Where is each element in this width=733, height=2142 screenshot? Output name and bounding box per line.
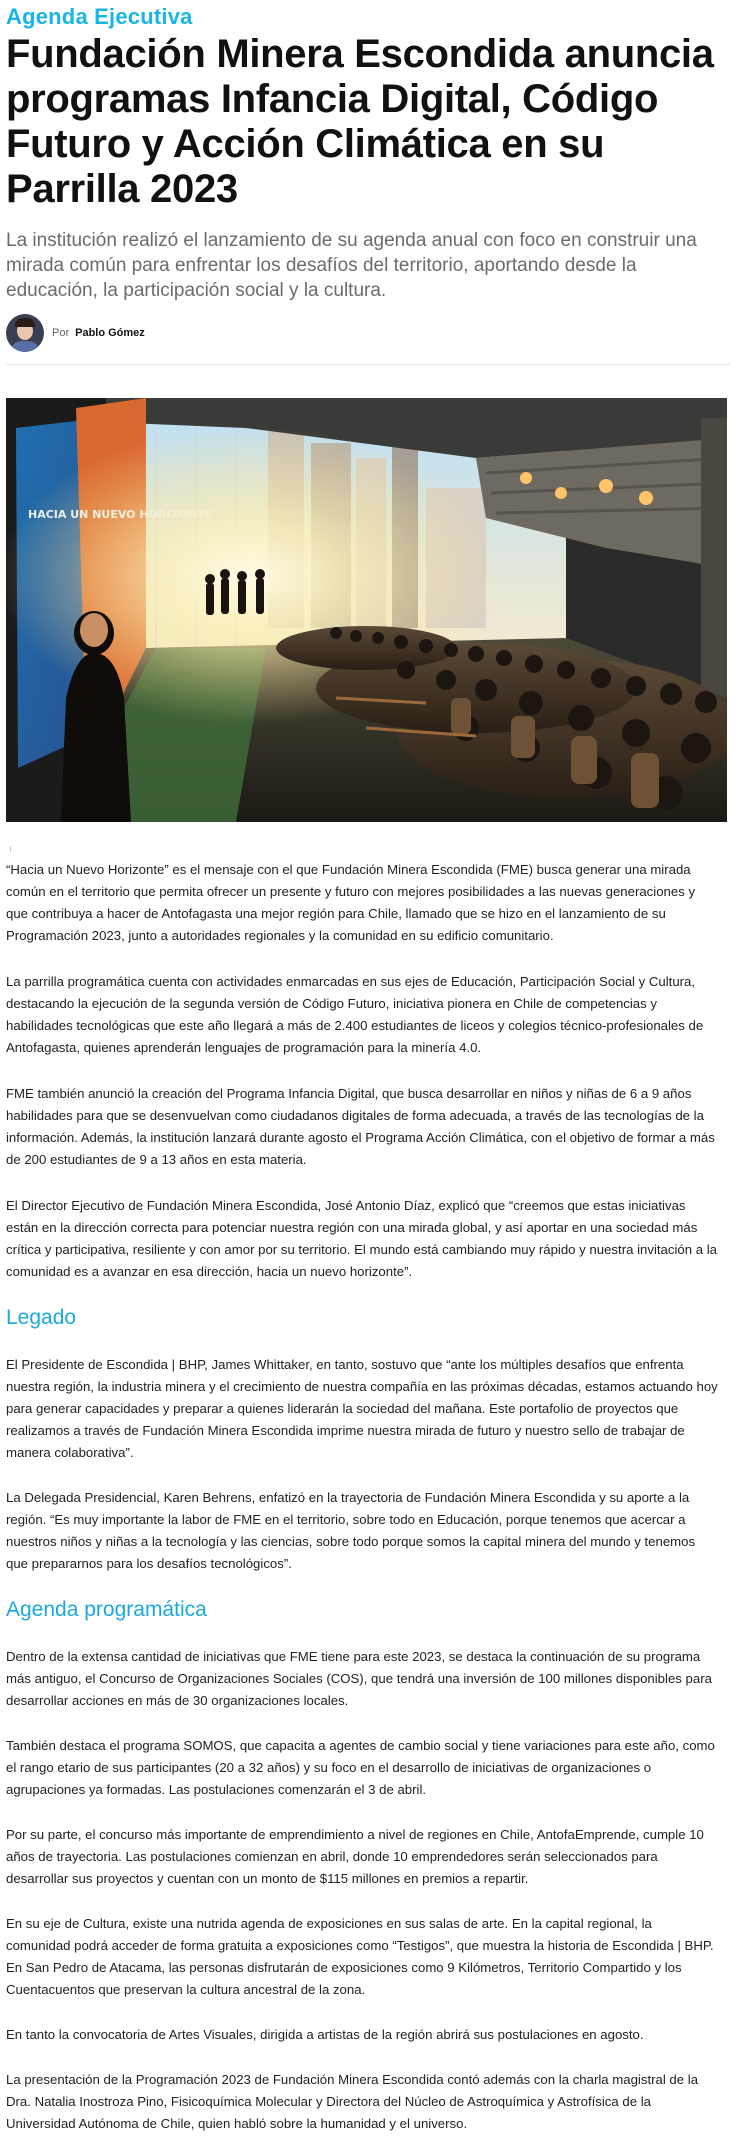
article-photo [6, 398, 727, 822]
paragraph-delegada: La Delegada Presidencial, Karen Behrens, enfatizó en la trayectoria de Fundación Minera Escondida y su aporte a la región. “Es muy importante la labor de FME en el territorio, sobre todo en Educación, porque tenemos que acercar a nuestros niños y niñas a la tecnología y las ciencias, sobre todo porque somos la capital minera del mundo y tenemos que prepararnos para los desafíos tecnológicos”. [6, 1490, 696, 1571]
paragraph-cos: Dentro de la extensa cantidad de iniciativas que FME tiene para este 2023, se destaca la continuación de su programa más antiguo, el Concurso de Organizaciones Sociales (COS), que tendrá una inversión de 100 millones disponibles para desarrollar acciones en más de 30 organizaciones locales. [6, 1649, 712, 1708]
paragraph-charla: La presentación de la Programación 2023 de Fundación Minera Escondida contó además con la charla magistral de la Dra. Natalia Inostroza Pino, Fisicoquímica Molecular y Directora del Núcleo de Astroquímica y Astrofísica de la Universidad Autónoma de Chile, quien habló sobre la humanidad y el universo. [6, 2072, 699, 2131]
author-name[interactable]: Pablo Gómez [75, 327, 145, 339]
section-kicker[interactable]: Agenda Ejecutiva [6, 4, 193, 29]
paragraph-somos: También destaca el programa SOMOS, que capacita a agentes de cambio social y tiene variaciones para este año, como el rango etario de sus participantes (20 a 32 años) y su foco en el desarrollo de iniciativas de organizaciones o agrupaciones ya formadas. Las postulaciones comenzarán el 3 de abril. [6, 1738, 715, 1797]
author-avatar[interactable] [6, 314, 44, 352]
article-deck: La institución realizó el lanzamiento de su agenda anual con foco en construir una mirada común para enfrentar los desafíos del territorio, aportando desde la educación, la participación social y la cultura. [6, 230, 697, 301]
photo-caption-mark [10, 846, 11, 852]
byline [6, 313, 145, 353]
paragraph-antofaemprende: Por su parte, el concurso más importante de emprendimiento a nivel de regiones en Chile, AntofaEmprende, cumple 10 años de trayectoria. Las postulaciones comienzan en abril, donde 10 emprendedores serán seleccionados para desarrollar sus proyectos y cuentan con un monto de $115 millones en premios a repartir. [6, 1827, 704, 1886]
paragraph-infancia-digital: FME también anunció la creación del Programa Infancia Digital, que busca desarrollar en niños y niñas de 6 a 9 años habilidades para que se desenvuelvan como ciudadanos digitales de forma adecuada, a través de las tecnologías de la información. Además, la institución lanzará durante agosto el Programa Acción Climática, con el objetivo de formar a más de 200 estudiantes de 9 a 13 años en esta materia. [6, 1086, 715, 1167]
event-photo-illustration [6, 398, 727, 822]
heading-agenda-programatica: Agenda programática [6, 1598, 207, 1621]
paragraph-artes-visuales: En tanto la convocatoria de Artes Visuales, dirigida a artistas de la región abrirá sus postulaciones en agosto. [6, 2027, 644, 2042]
paragraph-cultura: En su eje de Cultura, existe una nutrida agenda de exposiciones en sus salas de arte. En la capital regional, la comunidad podrá acceder de forma gratuita a exposiciones como “Testigos”, que muestra la historia de Escondida | BHP. En San Pedro de Atacama, las personas disfrutarán de exposiciones como 9 Kilómetros, Territorio Compartido y los Cuentacuentos que preservan la cultura ancestral de la zona. [6, 1916, 714, 1997]
header-divider [6, 364, 730, 365]
paragraph-director: El Director Ejecutivo de Fundación Minera Escondida, José Antonio Díaz, explicó que “creemos que estas iniciativas están en la dirección correcta para potenciar nuestra región con una mirada global, y así aportar en una sociedad más crítica y participativa, resiliente y con amor por su territorio. El mundo está cambiando muy rápido y nuestra invitación a la comunidad es a avanzar en esa dirección, hacia un nuevo horizonte”. [6, 1198, 717, 1279]
paragraph-intro: “Hacia un Nuevo Horizonte” es el mensaje con el que Fundación Minera Escondida (FME) busca generar una mirada común en el territorio que permita ofrecer un presente y futuro con mejores posibilidades a las nuevas generaciones y que contribuya a hacer de Antofagasta una mejor región para Chile, llamado que se hizo en el lanzamiento de su Programación 2023, junto a autoridades regionales y la comunidad en su edificio comunitario. [6, 862, 696, 943]
article-headline: Fundación Minera Escondida anuncia programas Infancia Digital, Código Futuro y Acción Climática en su Parrilla 2023 [6, 32, 714, 211]
byline-prefix: Por [52, 327, 70, 339]
paragraph-parrilla: La parrilla programática cuenta con actividades enmarcadas en sus ejes de Educación, Participación Social y Cultura, destacando la ejecución de la segunda versión de Código Futuro, iniciativa pionera en Chile de competencias y habilidades tecnológicas que este año llegará a más de 2.400 estudiantes de liceos y colegios técnico-profesionales de Antofagasta, quienes aprenderán lenguajes de programación para la minería 4.0. [6, 974, 704, 1055]
heading-legado: Legado [6, 1306, 77, 1329]
paragraph-presidente: El Presidente de Escondida | BHP, James Whittaker, en tanto, sostuvo que “ante los múltiples desafíos que enfrenta nuestra región, la industria minera y el crecimiento de nuestra compañía en las próximas décadas, estamos actuando hoy para generar capacidades y preparar a quienes liderarán la sociedad del mañana. Este portafolio de proyectos que realizamos a través de Fundación Minera Escondida imprime nuestra mirada de futuro y nuestro sello de trabajar de manera colaborativa”. [6, 1357, 718, 1460]
